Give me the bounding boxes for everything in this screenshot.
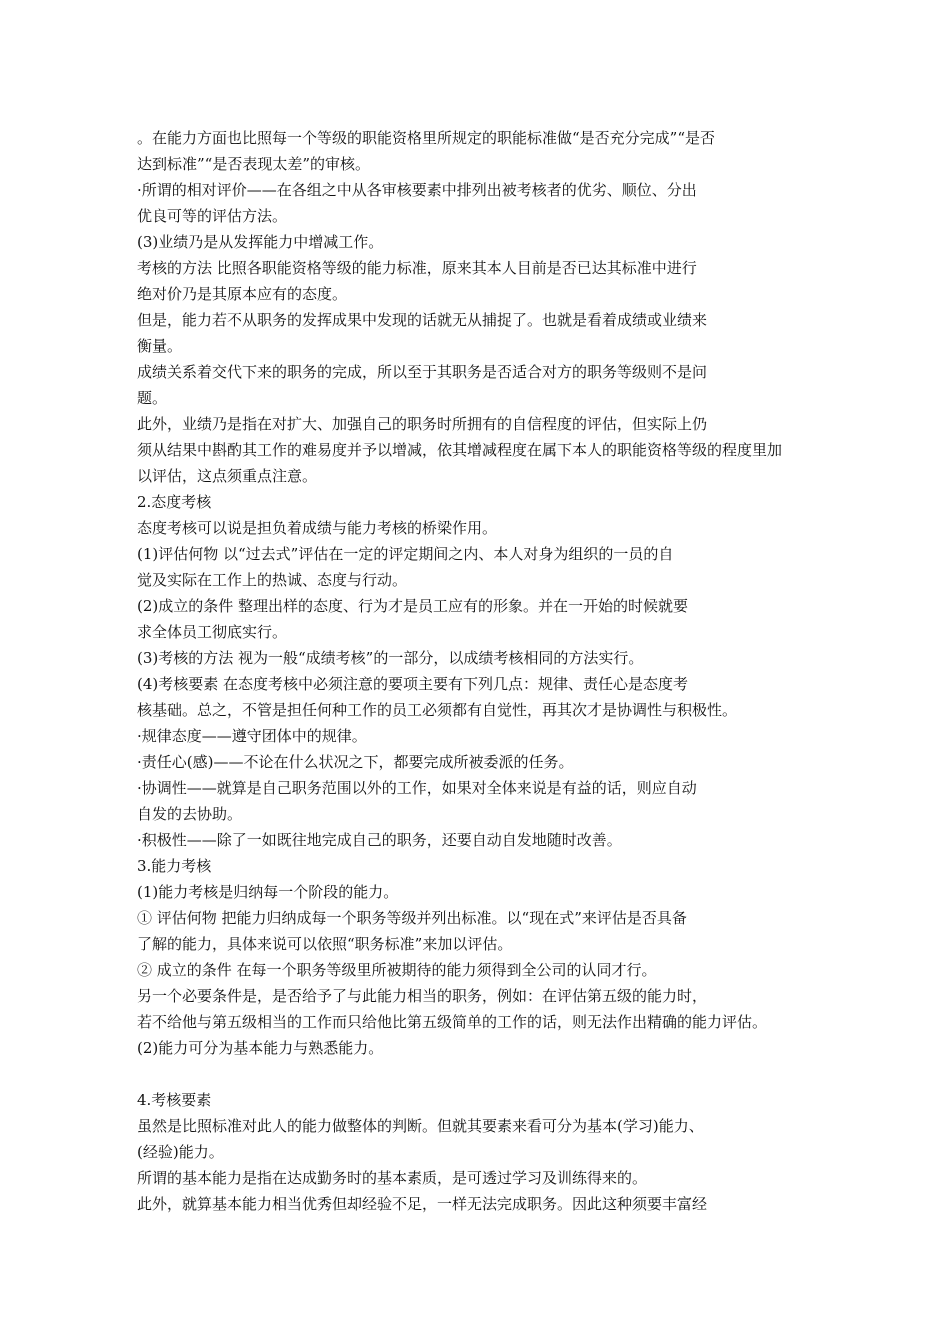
text-line: (2)成立的条件 整理出样的态度、行为才是员工应有的形象。并在一开始的时候就要 [137,597,689,615]
text-line: 达到标准”“是否表现太差”的审核。 [137,155,371,173]
text-line: ·积极性——除了一如既往地完成自己的职务，还要自动自发地随时改善。 [137,831,622,849]
text-line: 虽然是比照标准对此人的能力做整体的判断。但就其要素来看可分为基本(学习)能力、 [137,1117,704,1135]
text-line: 另一个必要条件是，是否给予了与此能力相当的职务，例如：在评估第五级的能力时， [137,987,708,1005]
text-line: (4)考核要素 在态度考核中必须注意的要项主要有下列几点：规律、责任心是态度考 [137,675,689,693]
text-line: 优良可等的评估方法。 [137,207,288,225]
text-line: 。在能力方面也比照每一个等级的职能资格里所规定的职能标准做“是否充分完成”“是否 [137,129,716,147]
text-line: ① 评估何物 把能力归纳成每一个职务等级并列出标准。以“现在式”来评估是否具备 [137,909,687,927]
text-line: 态度考核可以说是担负着成绩与能力考核的桥梁作用。 [137,519,498,537]
text-line: 求全体员工彻底实行。 [137,623,288,641]
text-line: 所谓的基本能力是指在达成勤务时的基本素质，是可透过学习及训练得来的。 [137,1169,648,1187]
text-line: 觉及实际在工作上的热诚、态度与行动。 [137,571,408,589]
text-line: ·协调性——就算是自己职务范围以外的工作，如果对全体来说是有益的话，则应自动 [137,779,697,797]
text-line: ·所谓的相对评价——在各组之中从各审核要素中排列出被考核者的优劣、顺位、分出 [137,181,697,199]
text-line: 成绩关系着交代下来的职务的完成，所以至于其职务是否适合对方的职务等级则不是问 [137,363,708,381]
text-line: (1)评估何物 以“过去式”评估在一定的评定期间之内、本人对身为组织的一员的自 [137,545,674,563]
text-line: 须从结果中斟酌其工作的难易度并予以增减，依其增减程度在属下本人的职能资格等级的程度里加 [137,441,783,459]
text-line: 但是，能力若不从职务的发挥成果中发现的话就无从捕捉了。也就是看着成绩或业绩来 [137,311,708,329]
text-line: 核基础。总之，不管是担任何种工作的员工必须都有自觉性，再其次才是协调性与积极性。 [137,701,738,719]
text-line: (3)业绩乃是从发挥能力中增减工作。 [137,233,384,251]
text-line: 衡量。 [137,337,183,355]
text-line: 了解的能力，具体来说可以依照“职务标准”来加以评估。 [137,935,513,953]
text-line: ② 成立的条件 在每一个职务等级里所被期待的能力须得到全公司的认同才行。 [137,961,657,979]
text-line: 此外，就算基本能力相当优秀但却经验不足，一样无法完成职务。因此这种须要丰富经 [137,1195,708,1213]
text-line: 自发的去协助。 [137,805,243,823]
section-heading: 2.态度考核 [137,493,212,511]
text-line: 考核的方法 比照各职能资格等级的能力标准，原来其本人目前是否已达其标准中进行 [137,259,697,277]
document-body [137,125,877,1217]
blank-line [137,1061,877,1087]
text-line: 绝对价乃是其原本应有的态度。 [137,285,348,303]
text-line: (1)能力考核是归纳每一个阶段的能力。 [137,883,399,901]
text-line: 题。 [137,389,168,407]
text-line: ·责任心(感)——不论在什么状况之下，都要完成所被委派的任务。 [137,753,574,771]
section-heading: 4.考核要素 [137,1091,212,1109]
text-line: (2)能力可分为基本能力与熟悉能力。 [137,1039,384,1057]
text-line: (3)考核的方法 视为一般“成绩考核”的一部分，以成绩考核相同的方法实行。 [137,649,644,667]
text-line: 此外，业绩乃是指在对扩大、加强自己的职务时所拥有的自信程度的评估，但实际上仍 [137,415,708,433]
section-heading: 3.能力考核 [137,857,212,875]
text-line: 以评估，这点须重点注意。 [137,467,318,485]
text-line: (经验)能力。 [137,1143,224,1161]
text-line: 若不给他与第五级相当的工作而只给他比第五级简单的工作的话，则无法作出精确的能力评估。 [137,1013,768,1031]
text-line: ·规律态度——遵守团体中的规律。 [137,727,367,745]
